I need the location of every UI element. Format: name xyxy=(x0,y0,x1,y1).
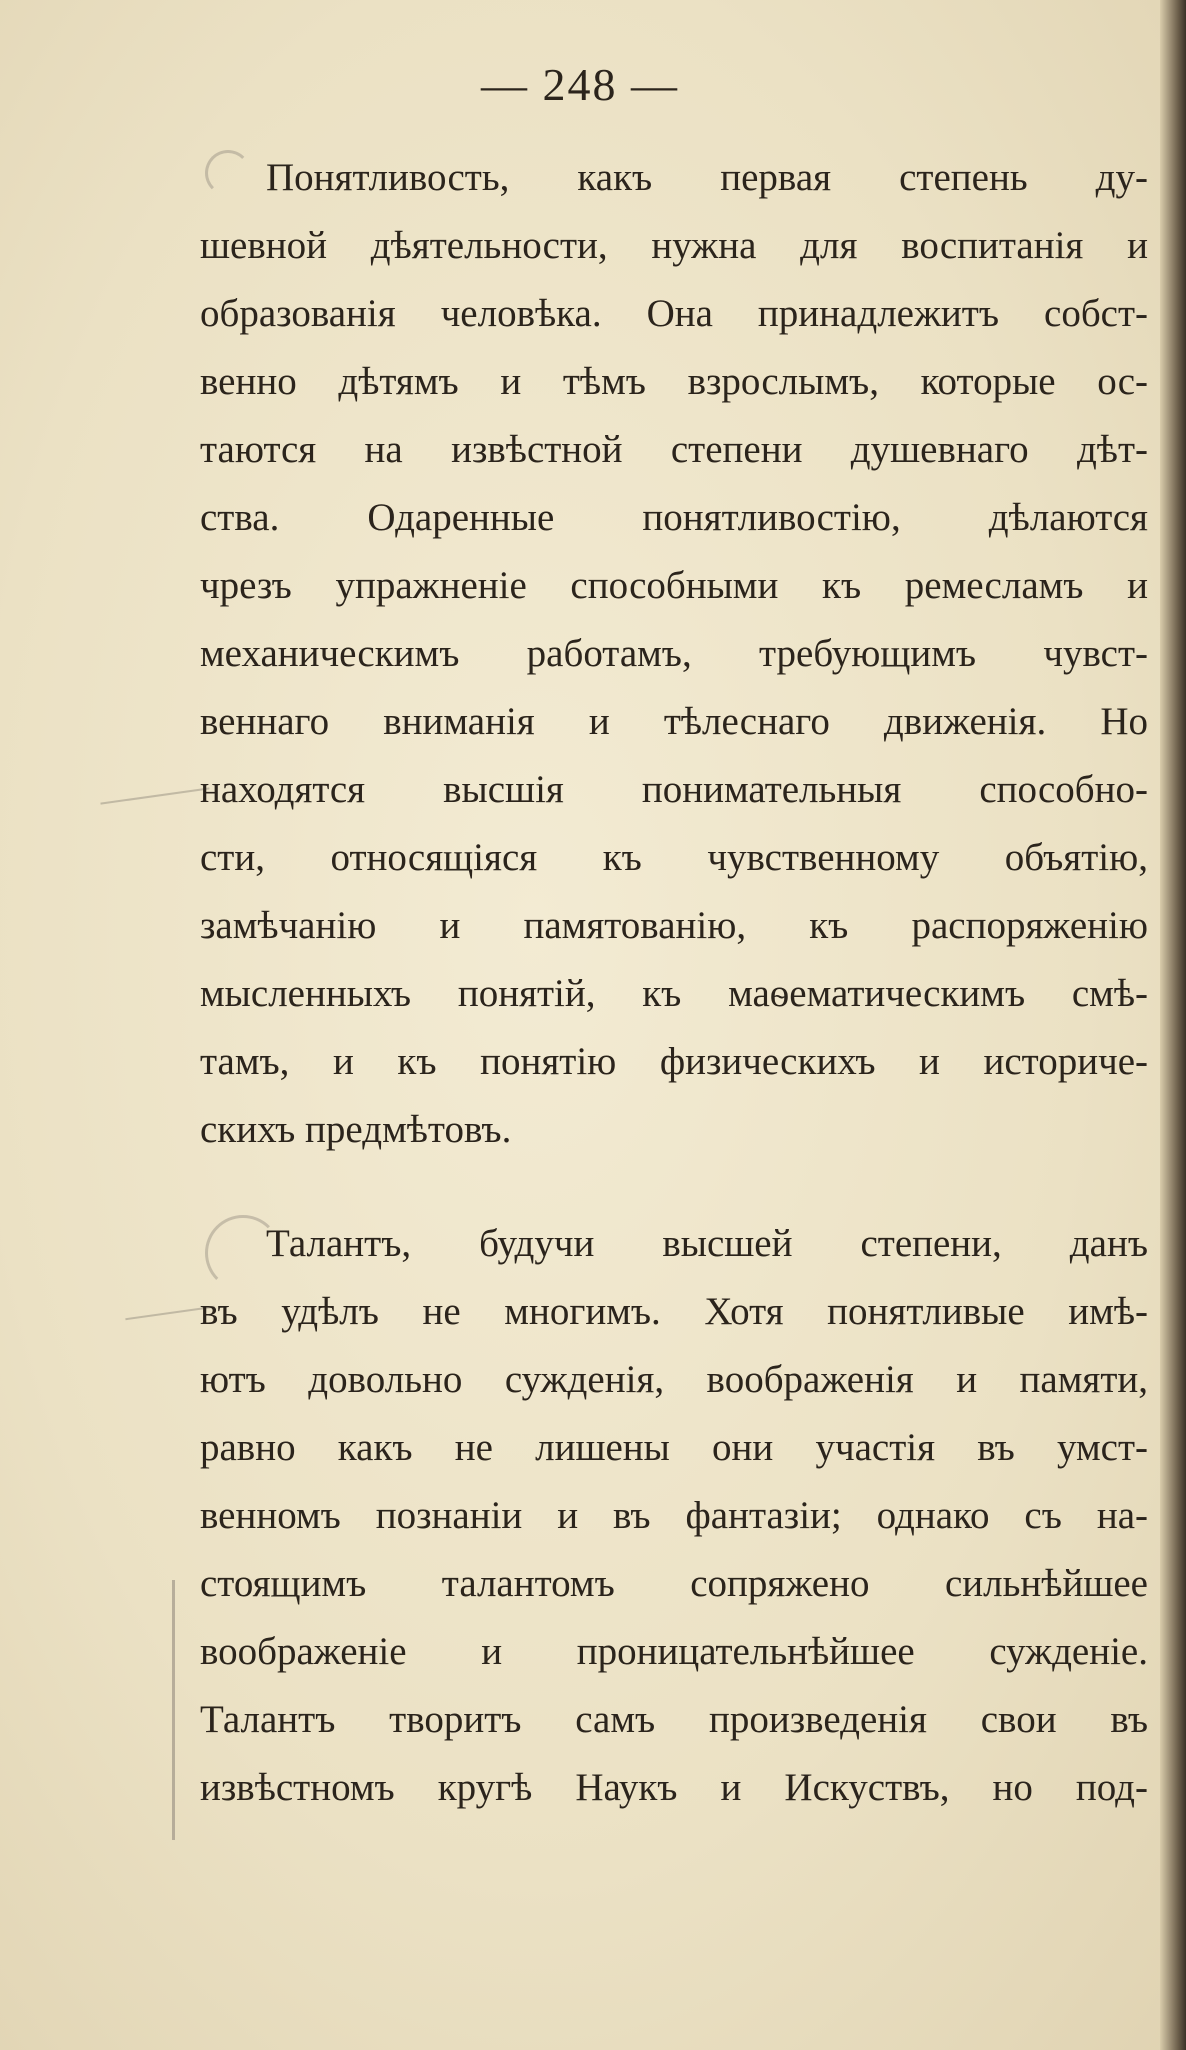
text-line: Талантъ творитъ самъ произведенія свои въ xyxy=(200,1698,1148,1741)
text-line: ства. Одаренные понятливостію, дѣлаются xyxy=(200,496,1148,539)
text-line: равно какъ не лишены они участія въ умст- xyxy=(200,1426,1148,1469)
text-line: мысленныхъ понятій, къ маѳематическимъ смѣ- xyxy=(200,972,1148,1015)
text-line: сти, относящіяся къ чувственному объятію, xyxy=(200,836,1148,879)
text-line: въ удѣлъ не многимъ. Хотя понятливые имѣ- xyxy=(200,1290,1148,1333)
text-line: таются на извѣстной степени душевнаго дѣт- xyxy=(200,428,1148,471)
text-line: чрезъ упражненіе способными къ ремесламъ и xyxy=(200,564,1148,607)
margin-pencil-mark xyxy=(172,1580,175,1840)
page-number: — 248 — xyxy=(481,59,679,110)
margin-pencil-mark xyxy=(100,787,209,804)
text-line: воображеніе и проницательнѣйшее сужденіе. xyxy=(200,1630,1148,1673)
text-line: веннаго вниманія и тѣлеснаго движенія. Но xyxy=(200,700,1148,743)
text-line: тамъ, и къ понятію физическихъ и историче- xyxy=(200,1040,1148,1083)
text-line: венно дѣтямъ и тѣмъ взрослымъ, которые ос- xyxy=(200,360,1148,403)
text-line: извѣстномъ кругѣ Наукъ и Искуствъ, но под- xyxy=(200,1766,1148,1809)
text-line: скихъ предмѣтовъ. xyxy=(200,1108,512,1151)
text-line: замѣчанію и памятованію, къ распоряженію xyxy=(200,904,1148,947)
text-line: ютъ довольно сужденія, воображенія и памяти, xyxy=(200,1358,1148,1401)
page-edge-shadow xyxy=(1160,0,1186,2050)
text-line: шевной дѣятельности, нужна для воспитанія и xyxy=(200,224,1148,267)
text-line: Понятливость, какъ первая степень ду- xyxy=(266,156,1148,199)
text-line: образованія человѣка. Она принадлежитъ собст- xyxy=(200,292,1148,335)
text-line: механическимъ работамъ, требующимъ чувст- xyxy=(200,632,1148,675)
text-line: Талантъ, будучи высшей степени, данъ xyxy=(266,1222,1148,1265)
margin-pencil-mark xyxy=(205,150,251,196)
text-line: стоящимъ талантомъ сопряжено сильнѣйшее xyxy=(200,1562,1148,1605)
text-line: венномъ познаніи и въ фантазіи; однако съ на- xyxy=(200,1494,1148,1537)
text-line: находятся высшія понимательныя способно- xyxy=(200,768,1148,811)
